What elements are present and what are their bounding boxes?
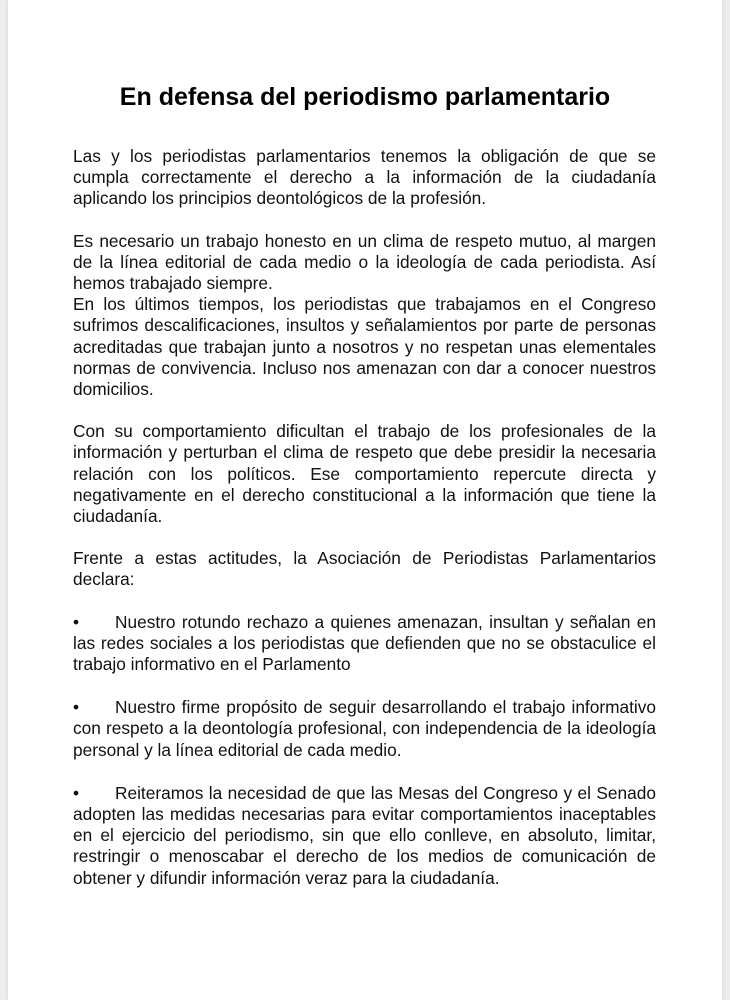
declaration-item-1 <box>73 612 656 676</box>
paragraph-1: Las y los periodistas parlamentarios tenemos la obligación de que se cumpla correctamente el derecho a la información de la ciudadanía aplicando los principios deontológicos de la profesión. <box>73 146 656 209</box>
bullet-marker: • <box>73 697 80 718</box>
paragraph-spacer <box>73 400 656 421</box>
document-body <box>73 146 656 889</box>
declaration-item-2 <box>73 697 656 761</box>
declaration-item-text: Nuestro firme propósito de seguir desarrollando el trabajo informativo con respeto a la deontología profesional, con independencia de la ideología personal y la línea editorial de cada medio. <box>73 697 656 760</box>
bullet-marker: • <box>73 782 80 803</box>
bullet-marker: • <box>73 611 80 632</box>
paragraph-4: Con su comportamiento dificultan el trabajo de los profesionales de la información y perturban el clima de respeto que debe presidir la necesaria relación con los políticos. Ese comportamiento repercute directa y negativamente en el derecho constitucional a la información que tiene la ciudadanía. <box>73 421 656 527</box>
list-spacer <box>73 761 656 783</box>
declaration-item-text: Reiteramos la necesidad de que las Mesas del Congreso y el Senado adopten las medidas necesarias para evitar comportamientos inaceptables en el ejercicio del periodismo, sin que ello conlleve, en absoluto, limitar, restringir o menoscabar el derecho de los medios de comunicación de obtener y difundir información veraz para la ciudadanía. <box>73 782 656 888</box>
document-title: En defensa del periodismo parlamentario <box>119 83 611 111</box>
paragraph-spacer <box>73 527 656 548</box>
paragraph-2: Es necesario un trabajo honesto en un clima de respeto mutuo, al margen de la línea editorial de cada medio o la ideología de cada periodista. Así hemos trabajado siempre. <box>73 230 656 294</box>
document-page <box>8 0 722 1000</box>
declaration-item-text: Nuestro rotundo rechazo a quienes amenazan, insultan y señalan en las redes sociales a los periodistas que defienden que no se obstaculice el trabajo informativo en el Parlamento <box>73 611 656 675</box>
paragraph-3: En los últimos tiempos, los periodistas que trabajamos en el Congreso sufrimos descalificaciones, insultos y señalamientos por parte de personas acreditadas que trabajan junto a nosotros y no respetan unas elementales normas de convivencia. Incluso nos amenazan con dar a conocer nuestros domicilios. <box>73 294 656 400</box>
paragraph-spacer <box>73 591 656 612</box>
list-spacer <box>73 675 656 697</box>
paragraph-5: Frente a estas actitudes, la Asociación de Periodistas Parlamentarios declara: <box>73 548 656 590</box>
declaration-item-3 <box>73 783 656 889</box>
paragraph-spacer <box>73 210 656 231</box>
declaration-list <box>73 612 656 889</box>
